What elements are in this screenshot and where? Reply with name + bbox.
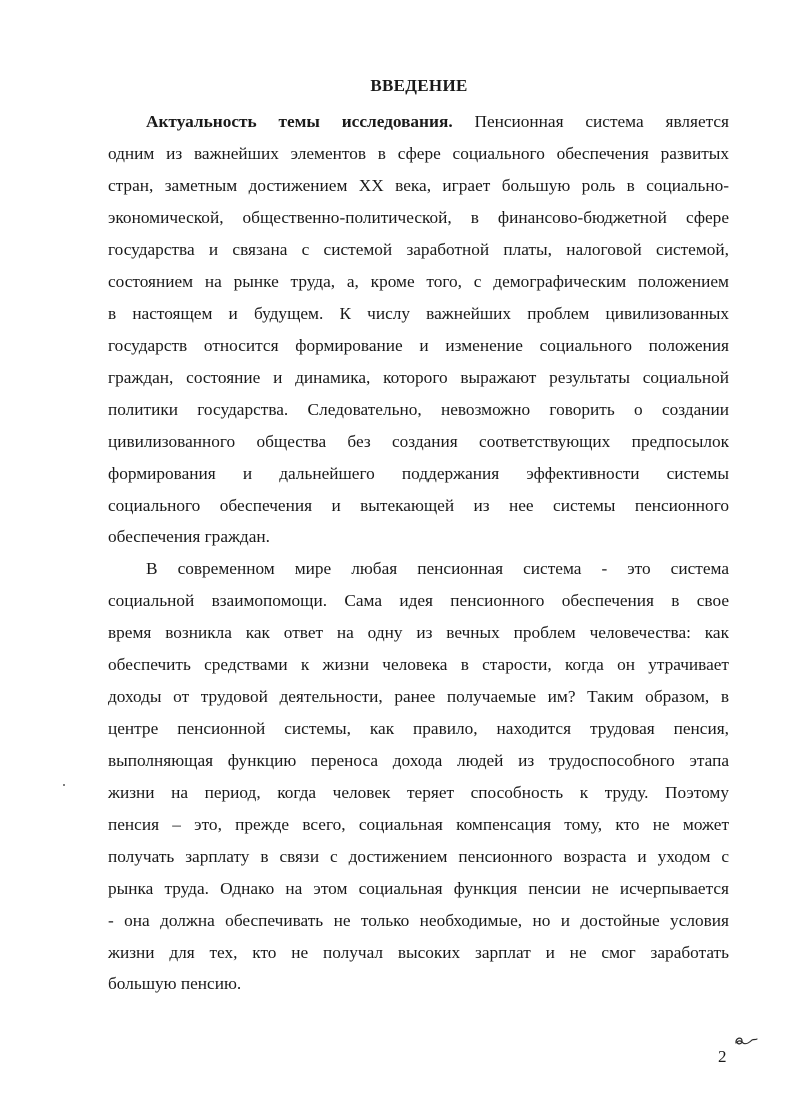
paragraph-1-line-9: граждан, состояние и динамика, которого выражают результаты социальной <box>108 368 729 387</box>
paragraph-2-line-5: доходы от трудовой деятельности, ранее получаемые им? Таким образом, в <box>108 687 729 706</box>
paragraph-2-line-2: социальной взаимопомощи. Сама идея пенсионного обеспечения в свое <box>108 591 729 610</box>
page-number: 2 <box>718 1047 727 1066</box>
paragraph-1-line-10: политики государства. Следовательно, невозможно говорить о создании <box>108 400 729 419</box>
paragraph-1-line-11: цивилизованного общества без создания соответствующих предпосылок <box>108 432 729 451</box>
paragraph-1-line-4: экономической, общественно-политической, в финансово-бюджетной сфере <box>108 208 729 227</box>
paragraph-1-line-1-text: Пенсионная система является <box>452 112 730 131</box>
paragraph-2-line-1: В современном мире любая пенсионная система - это система <box>146 559 729 578</box>
paragraph-1-line-5: государства и связана с системой заработной платы, налоговой системой, <box>108 240 729 259</box>
paragraph-1-line-12: формирования и дальнейшего поддержания эффективности системы <box>108 464 729 483</box>
paragraph-1-line-13: социального обеспечения и вытекающей из нее системы пенсионного <box>108 496 729 515</box>
handwritten-mark-icon <box>733 1034 759 1050</box>
paragraph-2-line-14: большую пенсию. <box>108 974 242 993</box>
paragraph-1-line-14: обеспечения граждан. <box>108 527 270 546</box>
paragraph-2-line-6: центре пенсионной системы, как правило, находится трудовая пенсия, <box>108 719 729 738</box>
paragraph-1-line-6: состоянием на рынке труда, а, кроме того, с демографическим положением <box>108 272 729 291</box>
paragraph-2-line-10: получать зарплату в связи с достижением пенсионного возраста и уходом с <box>108 847 729 866</box>
paragraph-1-line-1 <box>146 111 729 133</box>
paragraph-2-line-7: выполняющая функцию переноса дохода людей из трудоспособного этапа <box>108 751 729 770</box>
paragraph-2-line-12: - она должна обеспечивать не только необходимые, но и достойные условия <box>108 911 729 930</box>
paragraph-2-line-9: пенсия – это, прежде всего, социальная компенсация тому, кто не может <box>108 815 729 834</box>
paragraph-1-line-7: в настоящем и будущем. К числу важнейших проблем цивилизованных <box>108 304 729 323</box>
paragraph-2-line-8: жизни на период, когда человек теряет способность к труду. Поэтому <box>108 783 729 802</box>
paragraph-1-line-8: государств относится формирование и изменение социального положения <box>108 336 729 355</box>
paragraph-1-line-2: одним из важнейших элементов в сфере социального обеспечения развитых <box>108 144 729 163</box>
paragraph-1-line-3: стран, заметным достижением XX века, играет большую роль в социально- <box>108 176 729 195</box>
paragraph-2-line-13: жизни для тех, кто не получал высоких зарплат и не смог заработать <box>108 943 729 962</box>
page-heading: ВВЕДЕНИЕ <box>370 76 468 95</box>
paragraph-2-line-11: рынка труда. Однако на этом социальная функция пенсии не исчерпывается <box>108 879 729 898</box>
paragraph-2-line-3: время возникла как ответ на одну из вечных проблем человечества: как <box>108 623 729 642</box>
scan-speck <box>63 784 65 786</box>
paragraph-2-line-4: обеспечить средствами к жизни человека в старости, когда он утрачивает <box>108 655 729 674</box>
paragraph-1-lead: Актуальность темы исследования. <box>146 112 453 131</box>
